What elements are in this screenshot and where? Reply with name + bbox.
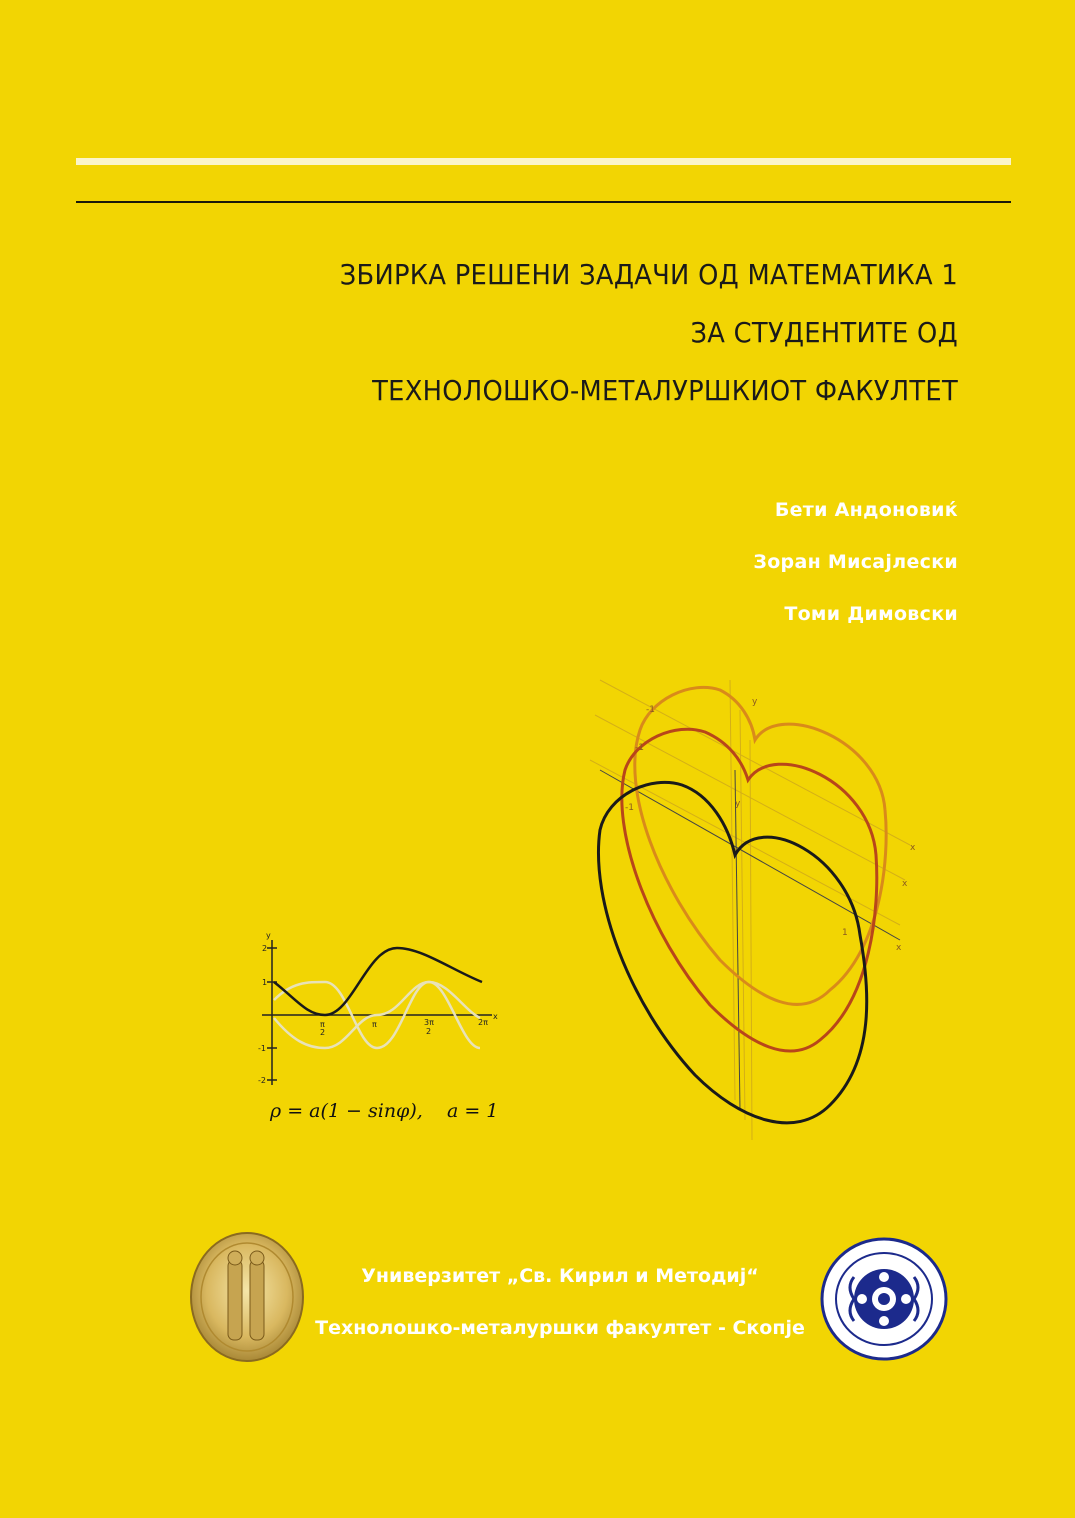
cardioid-illustration [580,660,930,1140]
faculty-seal-icon [820,1237,948,1361]
svg-text:x: x [493,1012,498,1021]
decorative-rule-thick [76,158,1011,165]
author-name: Зоран Мисајлески [753,551,958,573]
svg-text:2: 2 [262,944,268,953]
svg-text:3π: 3π [424,1018,434,1027]
svg-text:-2: -2 [258,1076,266,1085]
svg-text:-1: -1 [258,1044,266,1053]
polar-formula: ρ = a(1 − sinφ), a = 1 [270,1100,499,1122]
svg-text:1: 1 [842,928,848,938]
svg-text:x: x [910,843,916,853]
svg-text:1: 1 [262,978,268,987]
svg-text:y: y [266,931,271,940]
institution-block [300,1250,820,1354]
title-line-3: ТЕХНОЛОШКО-МЕТАЛУРШКИОТ ФАКУЛТЕТ [372,374,958,407]
author-name: Томи Димовски [784,603,958,625]
svg-text:x: x [902,879,908,889]
university-seal-icon [188,1230,306,1365]
svg-text:x: x [896,943,902,953]
svg-text:π: π [320,1020,325,1029]
svg-text:y: y [752,697,758,707]
title-line-1: ЗБИРКА РЕШЕНИ ЗАДАЧИ ОД МАТЕМАТИКА 1 [339,258,958,291]
university-name: Универзитет „Св. Кирил и Методиј“ [361,1265,759,1287]
svg-text:2: 2 [426,1027,432,1036]
faculty-name: Технолошко-металуршки факултет - Скопје [315,1317,805,1339]
svg-text:-1: -1 [625,803,634,813]
svg-text:y: y [735,799,741,809]
svg-text:2π: 2π [478,1018,488,1027]
author-list [753,484,958,640]
sine-graph-illustration [252,930,512,1090]
title-line-2: ЗА СТУДЕНТИТЕ ОД [690,316,958,349]
svg-text:2: 2 [320,1028,326,1037]
svg-text:-1: -1 [635,743,644,753]
author-name: Бети Андоновиќ [774,499,958,521]
svg-text:π: π [372,1020,377,1029]
svg-text:-1: -1 [646,705,655,715]
decorative-rule-thin [76,201,1011,203]
book-title [198,246,958,420]
